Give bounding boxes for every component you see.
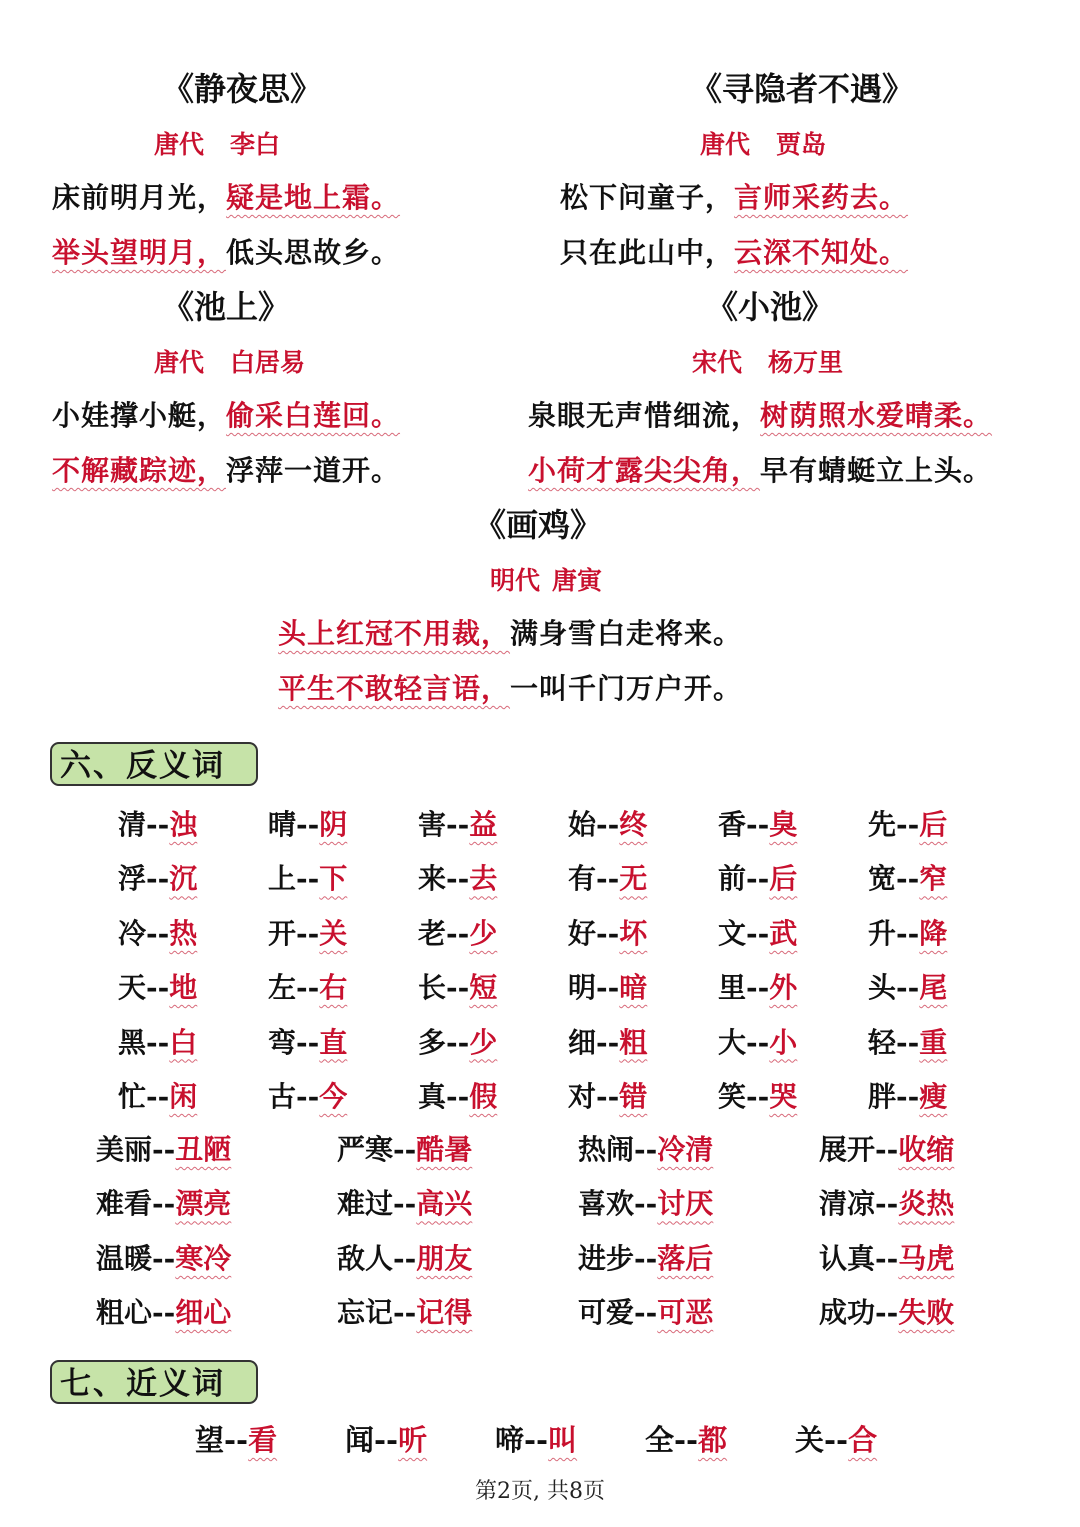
- line-part-a: 小荷才露尖尖角，: [528, 454, 761, 487]
- line-part-b: 浮萍一道开。: [226, 454, 401, 487]
- line-part-a: 头上红冠不用裁，: [278, 617, 511, 650]
- opposite-word: 假: [469, 1079, 498, 1113]
- poem-line: [278, 667, 742, 707]
- opposite-word: 后: [769, 862, 798, 896]
- separator: --: [296, 916, 320, 950]
- word-pair: [337, 1291, 578, 1345]
- opposite-word: 窄: [919, 862, 948, 896]
- word-pair: [345, 1418, 495, 1459]
- word: 细: [568, 1025, 597, 1059]
- separator: --: [146, 1079, 170, 1113]
- opposite-word: 少: [469, 1025, 498, 1059]
- word: 进步: [578, 1241, 635, 1275]
- word-pair: [578, 1128, 819, 1182]
- word-pair: [268, 803, 418, 857]
- separator: --: [596, 1079, 620, 1113]
- word: 香: [718, 808, 747, 841]
- word: 有: [568, 862, 597, 896]
- opposite-word: 丑陋: [175, 1133, 232, 1166]
- word: 美丽: [96, 1133, 153, 1166]
- word-pair: [418, 803, 568, 857]
- separator: --: [393, 1296, 417, 1330]
- antonym-row: [118, 912, 1018, 966]
- poem-author: [692, 343, 843, 379]
- opposite-word: 记得: [416, 1296, 473, 1330]
- dynasty: 宋代: [692, 348, 743, 377]
- word: 真: [418, 1079, 447, 1113]
- opposite-word: 收缩: [898, 1133, 955, 1166]
- word-pair: [418, 966, 568, 1020]
- separator: --: [446, 808, 470, 841]
- separator: --: [296, 1025, 320, 1059]
- opposite-word: 暗: [619, 971, 648, 1005]
- word-pair: [418, 857, 568, 911]
- separator: --: [875, 1133, 899, 1166]
- line-part-b: 早有蜻蜓立上头。: [760, 454, 993, 487]
- opposite-word: 讨厌: [657, 1187, 714, 1221]
- word-pair: [645, 1418, 795, 1459]
- dynasty: 明代: [490, 566, 541, 595]
- opposite-word: 外: [769, 971, 798, 1005]
- word: 热闹: [578, 1133, 635, 1166]
- separator: --: [746, 862, 770, 896]
- separator: --: [393, 1241, 417, 1275]
- synonym-grid: [195, 1418, 945, 1459]
- dynasty: 唐代: [154, 348, 205, 377]
- word-pair: [118, 857, 268, 911]
- separator: --: [146, 808, 170, 841]
- separator: --: [146, 916, 170, 950]
- antonym-row: [96, 1237, 1060, 1291]
- opposite-word: 今: [319, 1079, 348, 1113]
- word: 黑: [118, 1025, 147, 1059]
- opposite-word: 阴: [319, 808, 348, 841]
- separator: --: [875, 1296, 899, 1330]
- word-pair: [578, 1291, 819, 1345]
- separator: --: [824, 1423, 849, 1457]
- separator: --: [875, 1187, 899, 1221]
- opposite-word: 炎热: [898, 1187, 955, 1221]
- opposite-word: 失败: [898, 1296, 955, 1330]
- separator: --: [896, 1079, 920, 1113]
- opposite-word: 都: [698, 1423, 728, 1457]
- opposite-word: 酷暑: [416, 1133, 473, 1166]
- antonym-row: [96, 1291, 1060, 1345]
- word: 害: [418, 808, 447, 841]
- separator: --: [674, 1423, 699, 1457]
- word: 忙: [118, 1079, 147, 1113]
- separator: --: [596, 971, 620, 1005]
- opposite-word: 关: [319, 916, 348, 950]
- word-pair: [96, 1182, 337, 1236]
- separator: --: [746, 1079, 770, 1113]
- poem-author: [700, 125, 826, 161]
- opposite-word: 漂亮: [175, 1187, 232, 1221]
- word: 喜欢: [578, 1187, 635, 1221]
- line-part-b: 偷采白莲回。: [226, 399, 401, 432]
- word: 始: [568, 808, 597, 841]
- word: 认真: [819, 1241, 876, 1275]
- word-pair: [268, 857, 418, 911]
- word: 可爱: [578, 1296, 635, 1330]
- opposite-word: 臭: [769, 808, 798, 841]
- word: 温暖: [96, 1241, 153, 1275]
- opposite-word: 沉: [169, 862, 198, 896]
- section-heading-antonyms: 六、反义词: [50, 742, 258, 786]
- separator: --: [875, 1241, 899, 1275]
- line-part-a: 平生不敢轻言语，: [278, 672, 511, 705]
- word-pair: [118, 1075, 268, 1129]
- word-pair: [268, 966, 418, 1020]
- word: 对: [568, 1079, 597, 1113]
- word: 闻: [345, 1423, 375, 1457]
- opposite-word: 可恶: [657, 1296, 714, 1330]
- word: 明: [568, 971, 597, 1005]
- word-pair: [118, 912, 268, 966]
- word-pair: [868, 966, 1018, 1020]
- poem-line: [52, 449, 400, 489]
- opposite-word: 无: [619, 862, 648, 896]
- word: 里: [718, 971, 747, 1005]
- word-pair: [578, 1237, 819, 1291]
- line-part-a: 只在此山中，: [560, 236, 735, 269]
- separator: --: [596, 862, 620, 896]
- antonym-row: [118, 966, 1018, 1020]
- opposite-word: 哭: [769, 1079, 798, 1113]
- separator: --: [146, 862, 170, 896]
- word-pair: [578, 1182, 819, 1236]
- opposite-word: 武: [769, 916, 798, 950]
- separator: --: [224, 1423, 249, 1457]
- opposite-word: 后: [919, 808, 948, 841]
- word: 展开: [819, 1133, 876, 1166]
- word-pair: [418, 1021, 568, 1075]
- word-pair: [718, 1021, 868, 1075]
- opposite-word: 地: [169, 971, 198, 1005]
- word: 长: [418, 971, 447, 1005]
- word-pair: [868, 1021, 1018, 1075]
- antonym-row: [118, 1021, 1018, 1075]
- opposite-word: 寒冷: [175, 1241, 232, 1275]
- separator: --: [524, 1423, 549, 1457]
- word: 望: [195, 1423, 225, 1457]
- opposite-word: 短: [469, 971, 498, 1005]
- word: 难看: [96, 1187, 153, 1221]
- word-pair: [337, 1128, 578, 1182]
- word: 笑: [718, 1079, 747, 1113]
- opposite-word: 白: [169, 1025, 198, 1059]
- separator: --: [634, 1133, 658, 1166]
- word-pair: [718, 912, 868, 966]
- author-name: 贾岛: [776, 130, 827, 159]
- opposite-word: 粗: [619, 1025, 648, 1059]
- line-part-a: 举头望明月，: [52, 236, 227, 269]
- word: 冷: [118, 916, 147, 950]
- word-pair: [418, 1075, 568, 1129]
- word-pair: [568, 1021, 718, 1075]
- line-part-a: 床前明月光，: [52, 181, 227, 214]
- opposite-word: 尾: [919, 971, 948, 1005]
- poem-title: 《寻隐者不遇》: [690, 70, 915, 108]
- word: 多: [418, 1025, 447, 1059]
- opposite-word: 终: [619, 808, 648, 841]
- line-part-b: 疑是地上霜。: [226, 181, 401, 214]
- word: 粗心: [96, 1296, 153, 1330]
- opposite-word: 热: [169, 916, 198, 950]
- word-pair: [268, 1075, 418, 1129]
- word: 严寒: [337, 1133, 394, 1166]
- word: 浮: [118, 862, 147, 896]
- word: 晴: [268, 808, 297, 841]
- separator: --: [146, 1025, 170, 1059]
- opposite-word: 马虎: [898, 1241, 955, 1275]
- word: 啼: [495, 1423, 525, 1457]
- word-pair: [868, 857, 1018, 911]
- opposite-word: 高兴: [416, 1187, 473, 1221]
- poem-line: [528, 449, 992, 489]
- author-name: 白居易: [230, 348, 306, 377]
- separator: --: [634, 1241, 658, 1275]
- word: 弯: [268, 1025, 297, 1059]
- word: 古: [268, 1079, 297, 1113]
- dynasty: 唐代: [700, 130, 751, 159]
- opposite-word: 益: [469, 808, 498, 841]
- antonym-double-grid: [96, 1128, 1060, 1346]
- word: 胖: [868, 1079, 897, 1113]
- word-pair: [195, 1418, 345, 1459]
- opposite-word: 去: [469, 862, 498, 896]
- opposite-word: 合: [848, 1423, 878, 1457]
- separator: --: [596, 808, 620, 841]
- separator: --: [152, 1133, 176, 1166]
- poem-line: [278, 612, 742, 652]
- opposite-word: 小: [769, 1025, 798, 1059]
- word-pair: [96, 1237, 337, 1291]
- separator: --: [446, 862, 470, 896]
- separator: --: [152, 1296, 176, 1330]
- separator: --: [596, 1025, 620, 1059]
- separator: --: [896, 1025, 920, 1059]
- poem-line: [52, 394, 400, 434]
- word: 敌人: [337, 1241, 394, 1275]
- separator: --: [446, 971, 470, 1005]
- separator: --: [634, 1187, 658, 1221]
- poem-title: 《静夜思》: [162, 70, 323, 108]
- opposite-word: 下: [319, 862, 348, 896]
- poem-line: [528, 394, 992, 434]
- antonym-row: [118, 857, 1018, 911]
- word: 先: [868, 808, 897, 841]
- word-pair: [568, 857, 718, 911]
- line-part-b: 言师采药去。: [734, 181, 909, 214]
- line-part-a: 小娃撑小艇，: [52, 399, 227, 432]
- word: 左: [268, 971, 297, 1005]
- line-part-a: 泉眼无声惜细流，: [528, 399, 761, 432]
- word-pair: [568, 966, 718, 1020]
- word-pair: [819, 1291, 1060, 1345]
- author-name: 唐寅: [552, 566, 603, 595]
- separator: --: [446, 916, 470, 950]
- separator: --: [296, 862, 320, 896]
- word-pair: [568, 803, 718, 857]
- word: 来: [418, 862, 447, 896]
- word-pair: [568, 1075, 718, 1129]
- word-pair: [819, 1237, 1060, 1291]
- word-pair: [568, 912, 718, 966]
- word-pair: [96, 1128, 337, 1182]
- word-pair: [718, 966, 868, 1020]
- line-part-b: 一叫千门万户开。: [510, 672, 743, 705]
- word-pair: [118, 966, 268, 1020]
- separator: --: [296, 808, 320, 841]
- line-part-a: 松下问童子，: [560, 181, 735, 214]
- opposite-word: 冷清: [657, 1133, 714, 1166]
- opposite-word: 坏: [619, 916, 648, 950]
- line-part-b: 树荫照水爱晴柔。: [760, 399, 993, 432]
- word: 关: [795, 1423, 825, 1457]
- word-pair: [268, 912, 418, 966]
- poem-author: [154, 125, 280, 161]
- word-pair: [96, 1291, 337, 1345]
- word-pair: [118, 1021, 268, 1075]
- word: 升: [868, 916, 897, 950]
- word-pair: [268, 1021, 418, 1075]
- word-pair: [868, 803, 1018, 857]
- separator: --: [896, 971, 920, 1005]
- separator: --: [746, 1025, 770, 1059]
- word: 前: [718, 862, 747, 896]
- word: 轻: [868, 1025, 897, 1059]
- separator: --: [393, 1187, 417, 1221]
- word: 天: [118, 971, 147, 1005]
- poem-author: [154, 343, 305, 379]
- word: 全: [645, 1423, 675, 1457]
- opposite-word: 细心: [175, 1296, 232, 1330]
- separator: --: [374, 1423, 399, 1457]
- separator: --: [896, 916, 920, 950]
- separator: --: [896, 862, 920, 896]
- antonym-single-grid: [118, 803, 1018, 1129]
- separator: --: [296, 971, 320, 1005]
- poem-title: 《画鸡》: [474, 506, 603, 544]
- opposite-word: 降: [919, 916, 948, 950]
- opposite-word: 重: [919, 1025, 948, 1059]
- opposite-word: 朋友: [416, 1241, 473, 1275]
- separator: --: [393, 1133, 417, 1166]
- word-pair: [118, 803, 268, 857]
- opposite-word: 看: [248, 1423, 278, 1457]
- word: 上: [268, 862, 297, 896]
- dynasty: 唐代: [154, 130, 205, 159]
- opposite-word: 浊: [169, 808, 198, 841]
- antonym-row: [118, 803, 1018, 857]
- word: 文: [718, 916, 747, 950]
- word-pair: [868, 912, 1018, 966]
- separator: --: [146, 971, 170, 1005]
- separator: --: [446, 1025, 470, 1059]
- word-pair: [718, 1075, 868, 1129]
- opposite-word: 叫: [548, 1423, 578, 1457]
- separator: --: [746, 971, 770, 1005]
- page-footer: 第2页, 共8页: [475, 1479, 605, 1504]
- word-pair: [337, 1182, 578, 1236]
- section-heading-synonyms: 七、近义词: [50, 1360, 258, 1404]
- separator: --: [446, 1079, 470, 1113]
- word-pair: [418, 912, 568, 966]
- word-pair: [795, 1418, 945, 1459]
- separator: --: [296, 1079, 320, 1113]
- word: 忘记: [337, 1296, 394, 1330]
- opposite-word: 瘦: [919, 1079, 948, 1113]
- word: 开: [268, 916, 297, 950]
- word: 难过: [337, 1187, 394, 1221]
- poem-title: 《小池》: [706, 288, 835, 326]
- antonym-row: [96, 1128, 1060, 1182]
- author-name: 杨万里: [768, 348, 844, 377]
- line-part-b: 低头思故乡。: [226, 236, 401, 269]
- word: 老: [418, 916, 447, 950]
- word: 好: [568, 916, 597, 950]
- word-pair: [819, 1182, 1060, 1236]
- poem-title: 《池上》: [162, 288, 291, 326]
- opposite-word: 闲: [169, 1079, 198, 1113]
- word: 成功: [819, 1296, 876, 1330]
- poem-line: [560, 176, 908, 216]
- poem-author: [490, 561, 602, 597]
- word-pair: [819, 1128, 1060, 1182]
- antonym-row: [96, 1182, 1060, 1236]
- word: 清: [118, 808, 147, 841]
- author-name: 李白: [230, 130, 281, 159]
- word: 宽: [868, 862, 897, 896]
- word-pair: [718, 803, 868, 857]
- line-part-b: 满身雪白走将来。: [510, 617, 743, 650]
- opposite-word: 右: [319, 971, 348, 1005]
- word-pair: [495, 1418, 645, 1459]
- poem-line: [52, 231, 400, 271]
- word: 头: [868, 971, 897, 1005]
- antonym-row: [118, 1075, 1018, 1129]
- separator: --: [596, 916, 620, 950]
- separator: --: [896, 808, 920, 841]
- word-pair: [868, 1075, 1018, 1129]
- poem-line: [52, 176, 400, 216]
- separator: --: [152, 1187, 176, 1221]
- poem-line: [560, 231, 908, 271]
- opposite-word: 少: [469, 916, 498, 950]
- opposite-word: 落后: [657, 1241, 714, 1275]
- opposite-word: 错: [619, 1079, 648, 1113]
- line-part-a: 不解藏踪迹，: [52, 454, 227, 487]
- separator: --: [746, 808, 770, 841]
- word-pair: [718, 857, 868, 911]
- separator: --: [152, 1241, 176, 1275]
- separator: --: [634, 1296, 658, 1330]
- word: 清凉: [819, 1187, 876, 1221]
- word-pair: [337, 1237, 578, 1291]
- word: 大: [718, 1025, 747, 1059]
- opposite-word: 听: [398, 1423, 428, 1457]
- line-part-b: 云深不知处。: [734, 236, 909, 269]
- separator: --: [746, 916, 770, 950]
- opposite-word: 直: [319, 1025, 348, 1059]
